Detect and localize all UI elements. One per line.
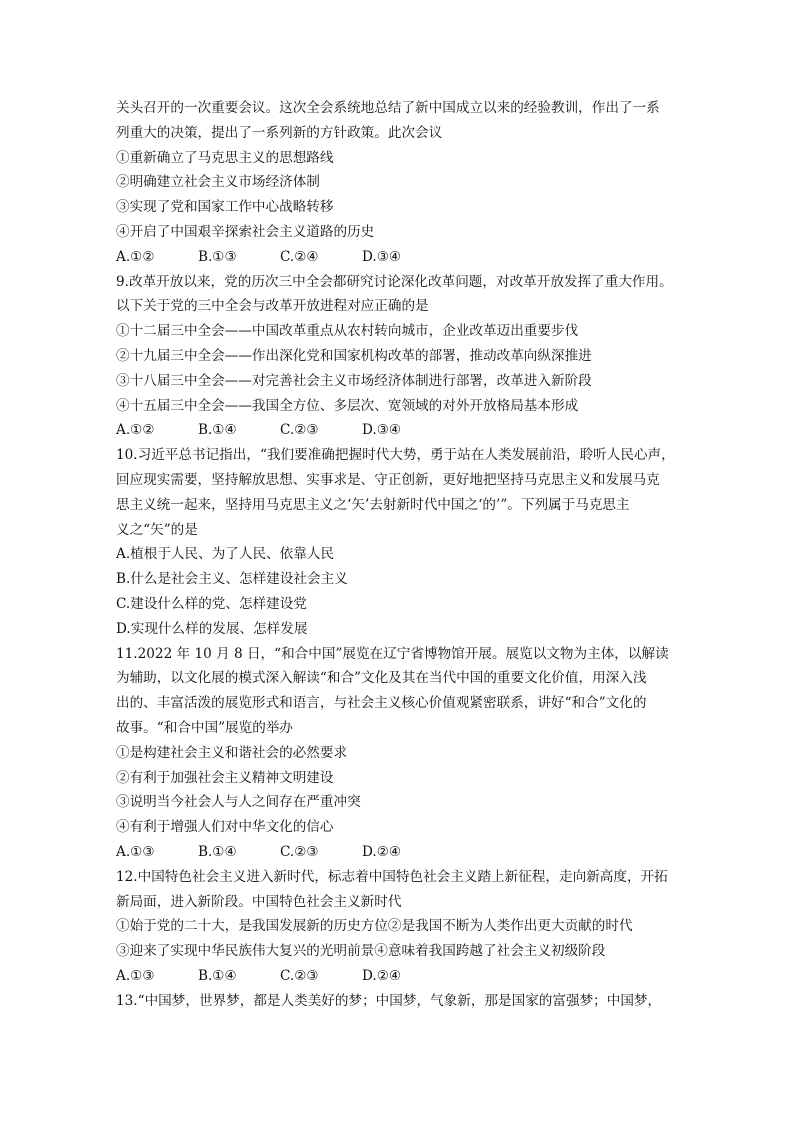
question-8-option-d: D.③④ (362, 248, 402, 265)
question-11 (116, 642, 682, 865)
question-9-statement-1: ①十二届三中全会——中国改革重点从农村转向城市，企业改革迈出重要步伐 (116, 323, 579, 340)
question-11-option-b: B.①④ (198, 843, 237, 860)
question-10-option-a: A.植根于人民、为了人民、依靠人民 (116, 546, 335, 563)
question-11-stem-line: 为辅助，以文化展的模式深入解读“和合”文化及其在当代中国的重要文化价值，用深入浅 (116, 670, 647, 687)
question-9-option-d: D.③④ (362, 422, 402, 439)
question-12-options (116, 964, 682, 989)
question-9-stem-line: 9.改革开放以来，党的历次三中全会都研究讨论深化改革问题，对改革开放发挥了重大作用。 (116, 273, 673, 290)
question-11-options (116, 840, 682, 865)
question-9-statement-4: ④十五届三中全会——我国全方位、多层次、宽领域的对外开放格局基本形成 (116, 397, 579, 414)
question-8-statement-2: ②明确建立社会主义市场经济体制 (116, 174, 320, 191)
question-11-statement-3: ③说明当今社会人与人之间存在严重冲突 (116, 794, 361, 811)
question-11-statement-2: ②有利于加强社会主义精神文明建设 (116, 769, 334, 786)
question-8-statement-3: ③实现了党和国家工作中心战略转移 (116, 199, 334, 216)
question-8-option-a: A.①② (116, 248, 155, 265)
question-12-stem-line: 新局面，进入新阶段。中国特色社会主义新时代 (116, 893, 402, 910)
question-12-option-b: B.①④ (198, 967, 237, 984)
question-11-stem-line: 故事。“和合中国”展览的举办 (116, 719, 294, 736)
question-8-option-c: C.②④ (280, 248, 319, 265)
question-8-stem-line: 列重大的决策，提出了一系列新的方针政策。此次会议 (116, 124, 443, 141)
question-11-option-d: D.②④ (362, 843, 402, 860)
question-9-option-c: C.②③ (280, 422, 319, 439)
question-8-statement-1: ①重新确立了马克思主义的思想路线 (116, 149, 334, 166)
question-8-options (116, 245, 682, 270)
question-12-statements-1-2: ①始于党的二十大，是我国发展新的历史方位②是我国不断为人类作出更大贡献的时代 (116, 918, 633, 935)
question-9-option-b: B.①④ (198, 422, 237, 439)
question-11-stem-line: 出的、丰富活泼的展览形式和语言，与社会主义核心价值观紧密联系，讲好“和合”文化的 (116, 695, 647, 712)
question-9-statement-3: ③十八届三中全会——对完善社会主义市场经济体制进行部署，改革进入新阶段 (116, 372, 592, 389)
question-12-option-d: D.②④ (362, 967, 402, 984)
question-11-option-a: A.①③ (116, 843, 155, 860)
question-12-statements-3-4: ③迎来了实现中华民族伟大复兴的光明前景④意味着我国跨越了社会主义初级阶段 (116, 943, 606, 960)
question-10-stem-line: 义之“矢”的是 (116, 521, 198, 538)
document-page (116, 96, 682, 1013)
question-10-option-c: C.建设什么样的党、怎样建设党 (116, 595, 307, 612)
question-13 (116, 989, 682, 1014)
question-11-statement-1: ①是构建社会主义和谐社会的必然要求 (116, 744, 348, 761)
question-12 (116, 865, 682, 989)
question-8-continued (116, 96, 682, 270)
question-10-stem-line: 10.习近平总书记指出，“我们要准确把握时代大势，勇于站在人类发展前沿，聆听人民心声， (116, 447, 675, 464)
question-9-stem-line: 以下关于党的三中全会与改革开放进程对应正确的是 (116, 298, 429, 315)
question-11-stem-line: 11.2022 年 10 月 8 日，“和合中国”展览在辽宁省博物馆开展。展览以文物为主体，以解读 (116, 645, 669, 662)
question-9-statement-2: ②十九届三中全会——作出深化党和国家机构改革的部署，推动改革向纵深推进 (116, 347, 592, 364)
question-12-option-c: C.②③ (280, 967, 319, 984)
question-9-options (116, 418, 682, 443)
question-10-stem-line: 回应现实需要，坚持解放思想、实事求是、守正创新，更好地把坚持马克思主义和发展马克 (116, 471, 660, 488)
question-9 (116, 270, 682, 444)
question-12-option-a: A.①③ (116, 967, 155, 984)
question-8-stem-line: 关头召开的一次重要会议。这次全会系统地总结了新中国成立以来的经验教训，作出了一系 (116, 100, 660, 116)
question-10-option-d: D.实现什么样的发展、怎样发展 (116, 620, 308, 637)
question-9-option-a: A.①② (116, 422, 155, 439)
question-11-statement-4: ④有利于增强人们对中华文化的信心 (116, 819, 334, 836)
question-8-statement-4: ④开启了中国艰辛探索社会主义道路的历史 (116, 223, 375, 240)
question-13-stem-line: 13.“中国梦，世界梦，都是人类美好的梦；中国梦，气象新，那是国家的富强梦；中国梦， (116, 992, 662, 1009)
question-11-option-c: C.②③ (280, 843, 319, 860)
question-10-option-b: B.什么是社会主义、怎样建设社会主义 (116, 571, 348, 588)
question-12-stem-line: 12.中国特色社会主义进入新时代，标志着中国特色社会主义踏上新征程，走向新高度，开拓 (116, 868, 668, 885)
question-8-option-b: B.①③ (198, 248, 237, 265)
question-10 (116, 443, 682, 641)
question-10-stem-line: 思主义统一起来，坚持用马克思主义之‘矢’去射新时代中国之‘的’”。下列属于马克思主 (116, 496, 630, 513)
